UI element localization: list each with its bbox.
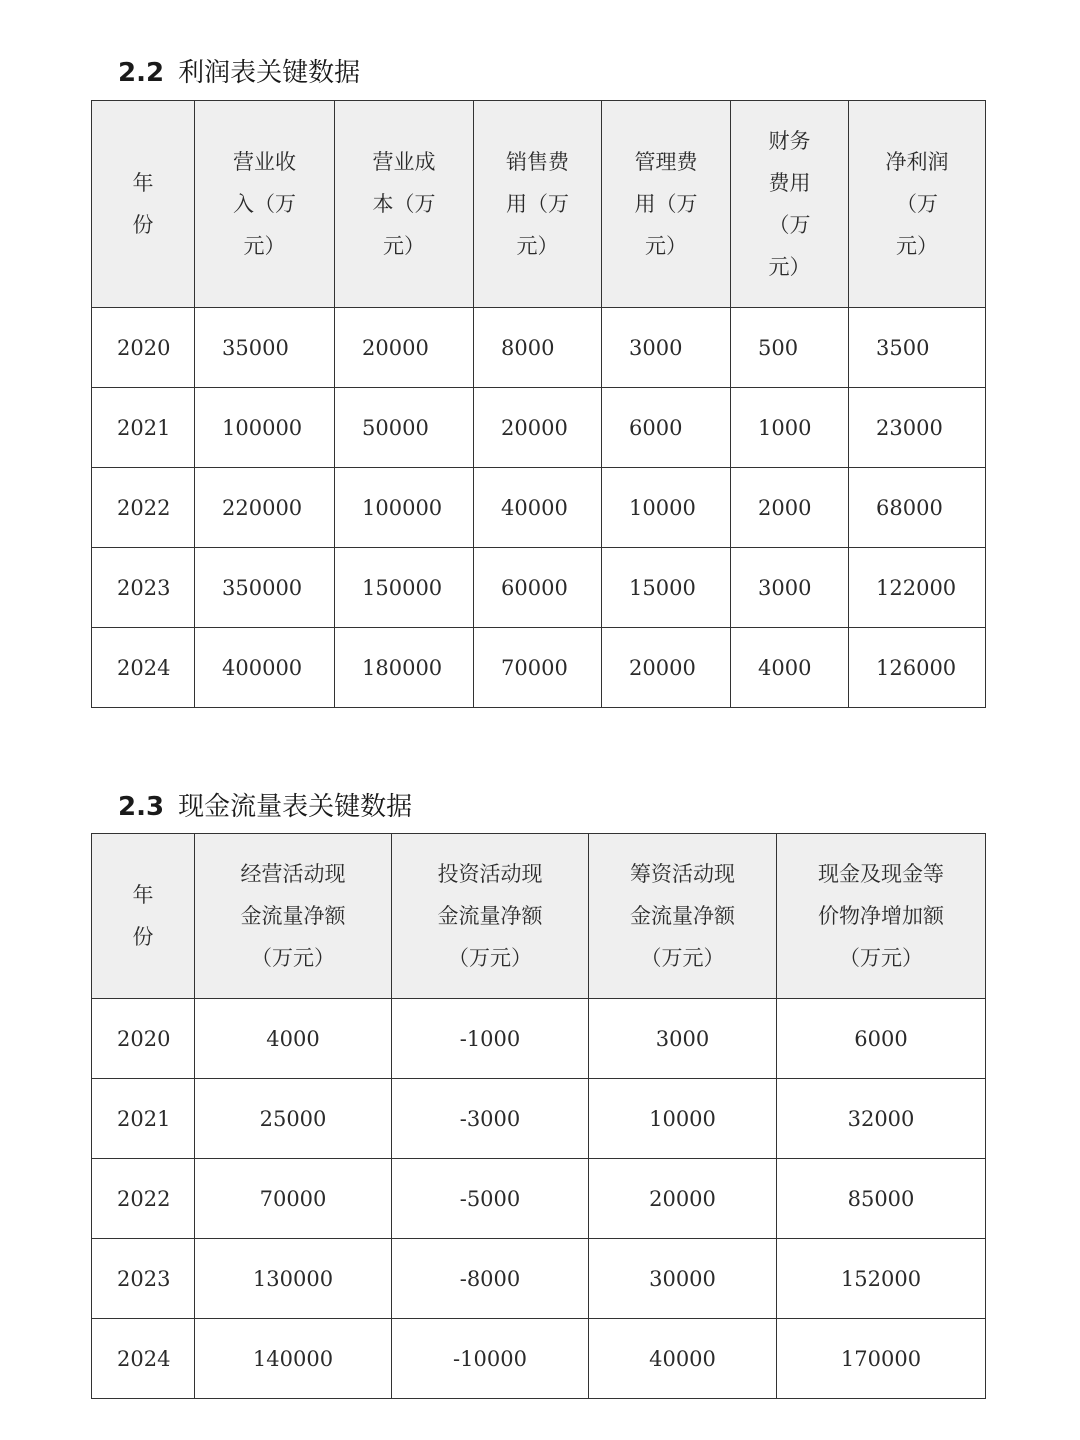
year-cell: 2024 — [92, 628, 195, 708]
cost-cell: 180000 — [335, 628, 474, 708]
financing-cash-cell: 20000 — [589, 1159, 777, 1239]
cash-flow-table — [91, 833, 986, 1399]
financing-cash-cell: 30000 — [589, 1239, 777, 1319]
admin-expense-cell: 3000 — [602, 308, 731, 388]
cash-header-row — [92, 834, 986, 999]
net-profit-cell: 122000 — [849, 548, 986, 628]
year-cell: 2022 — [92, 468, 195, 548]
profit-header-row — [92, 101, 986, 308]
sales-expense-cell: 70000 — [474, 628, 602, 708]
table-row — [92, 308, 986, 388]
cash-header-operating: 经营活动现 金流量净额 （万元） — [195, 834, 392, 999]
finance-expense-cell: 4000 — [731, 628, 849, 708]
cash-section-number: 2.3 — [118, 792, 165, 822]
net-profit-cell: 126000 — [849, 628, 986, 708]
sales-expense-cell: 8000 — [474, 308, 602, 388]
finance-expense-cell: 3000 — [731, 548, 849, 628]
cost-cell: 150000 — [335, 548, 474, 628]
profit-header-finance-expense: 财务 费用 （万 元） — [731, 101, 849, 308]
net-increase-cell: 170000 — [777, 1319, 986, 1399]
revenue-cell: 400000 — [195, 628, 335, 708]
financing-cash-cell: 40000 — [589, 1319, 777, 1399]
finance-expense-cell: 1000 — [731, 388, 849, 468]
year-cell: 2020 — [92, 308, 195, 388]
finance-expense-cell: 500 — [731, 308, 849, 388]
admin-expense-cell: 10000 — [602, 468, 731, 548]
sales-expense-cell: 60000 — [474, 548, 602, 628]
cost-cell: 20000 — [335, 308, 474, 388]
cash-header-investing: 投资活动现 金流量净额 （万元） — [392, 834, 589, 999]
table-row — [92, 388, 986, 468]
investing-cash-cell: -8000 — [392, 1239, 589, 1319]
net-profit-cell: 23000 — [849, 388, 986, 468]
cost-cell: 50000 — [335, 388, 474, 468]
table-row — [92, 1079, 986, 1159]
year-cell: 2023 — [92, 1239, 195, 1319]
sales-expense-cell: 40000 — [474, 468, 602, 548]
table-row — [92, 548, 986, 628]
net-profit-cell: 3500 — [849, 308, 986, 388]
revenue-cell: 100000 — [195, 388, 335, 468]
cash-section-heading: 现金流量表关键数据 — [178, 792, 413, 822]
profit-section-number: 2.2 — [118, 58, 165, 88]
cash-section-title — [118, 786, 412, 823]
revenue-cell: 220000 — [195, 468, 335, 548]
year-cell: 2020 — [92, 999, 195, 1079]
year-cell: 2023 — [92, 548, 195, 628]
finance-expense-cell: 2000 — [731, 468, 849, 548]
profit-header-revenue: 营业收 入（万 元） — [195, 101, 335, 308]
year-cell: 2021 — [92, 1079, 195, 1159]
year-cell: 2024 — [92, 1319, 195, 1399]
cost-cell: 100000 — [335, 468, 474, 548]
operating-cash-cell: 130000 — [195, 1239, 392, 1319]
financing-cash-cell: 10000 — [589, 1079, 777, 1159]
net-profit-cell: 68000 — [849, 468, 986, 548]
table-row — [92, 468, 986, 548]
investing-cash-cell: -3000 — [392, 1079, 589, 1159]
profit-table — [91, 100, 986, 708]
investing-cash-cell: -1000 — [392, 999, 589, 1079]
revenue-cell: 350000 — [195, 548, 335, 628]
net-increase-cell: 32000 — [777, 1079, 986, 1159]
year-cell: 2021 — [92, 388, 195, 468]
profit-header-cost: 营业成 本（万 元） — [335, 101, 474, 308]
profit-section-title — [118, 52, 360, 89]
net-increase-cell: 85000 — [777, 1159, 986, 1239]
profit-header-net-profit: 净利润 （万 元） — [849, 101, 986, 308]
profit-section-heading: 利润表关键数据 — [178, 58, 361, 88]
cash-header-net-increase: 现金及现金等 价物净增加额 （万元） — [777, 834, 986, 999]
table-row — [92, 1239, 986, 1319]
investing-cash-cell: -5000 — [392, 1159, 589, 1239]
cash-header-financing: 筹资活动现 金流量净额 （万元） — [589, 834, 777, 999]
admin-expense-cell: 20000 — [602, 628, 731, 708]
table-row — [92, 1319, 986, 1399]
cash-header-year: 年 份 — [92, 834, 195, 999]
profit-header-sales-expense: 销售费 用（万 元） — [474, 101, 602, 308]
year-cell: 2022 — [92, 1159, 195, 1239]
operating-cash-cell: 25000 — [195, 1079, 392, 1159]
table-row — [92, 1159, 986, 1239]
financing-cash-cell: 3000 — [589, 999, 777, 1079]
operating-cash-cell: 70000 — [195, 1159, 392, 1239]
operating-cash-cell: 4000 — [195, 999, 392, 1079]
net-increase-cell: 6000 — [777, 999, 986, 1079]
profit-header-year: 年 份 — [92, 101, 195, 308]
table-row — [92, 628, 986, 708]
net-increase-cell: 152000 — [777, 1239, 986, 1319]
admin-expense-cell: 6000 — [602, 388, 731, 468]
table-row — [92, 999, 986, 1079]
admin-expense-cell: 15000 — [602, 548, 731, 628]
revenue-cell: 35000 — [195, 308, 335, 388]
profit-header-admin-expense: 管理费 用（万 元） — [602, 101, 731, 308]
investing-cash-cell: -10000 — [392, 1319, 589, 1399]
sales-expense-cell: 20000 — [474, 388, 602, 468]
operating-cash-cell: 140000 — [195, 1319, 392, 1399]
